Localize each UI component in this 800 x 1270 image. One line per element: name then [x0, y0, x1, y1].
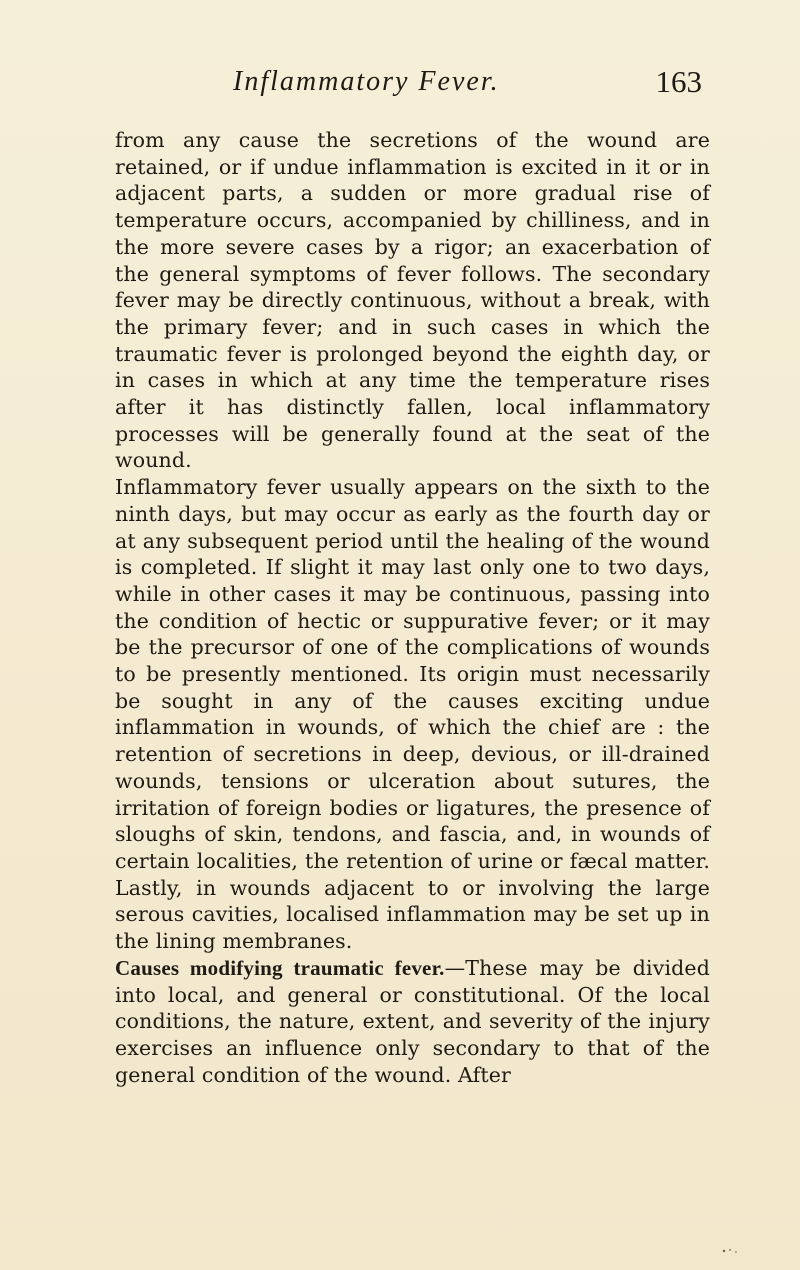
body-text	[115, 127, 710, 1088]
page-number: 163	[655, 64, 702, 99]
paragraph-3	[115, 955, 710, 1089]
paper-specks-decoration	[718, 1246, 742, 1256]
paragraph-2: Inflammatory fever usually appears on the sixth to the ninth days, but may occur as early as the fourth day or at any subsequent period until the healing of the wound is completed. If slight it may last only one to two days, while in other cases it may be continuous, passing into the condition of hectic or suppurative fever; or it may be the precursor of one of the complications of wounds to be presently mentioned. Its origin must necessarily be sought in any of the causes exciting undue inflammation in wounds, of which the chief are : the retention of secretions in deep, devious, or ill-drained wounds, tensions or ulceration about sutures, the irritation of foreign bodies or ligatures, the presence of sloughs of skin, tendons, and fascia, and, in wounds of certain localities, the retention of urine or fæcal matter. Lastly, in wounds adjacent to or involving the large serous cavities, localised inflammation may be set up in the lining membranes.	[115, 475, 710, 954]
running-title: Inflammatory Fever.	[233, 66, 500, 97]
section-heading: Causes modifying traumatic fever.	[115, 955, 445, 980]
paragraph-1: from any cause the secretions of the wound are retained, or if undue inflammation is excited in it or in adjacent parts, a sudden or more gradual rise of temperature occurs, accompanied by chilliness, and in the more severe cases by a rigor; an exacerbation of the general symptoms of fever follows. The secondary fever may be directly continuous, without a break, with the primary fever; and in such cases in which the traumatic fever is prolonged beyond the eighth day, or in cases in which at any time the temperature rises after it has distinctly fallen, local inflammatory processes will be generally found at the seat of the wound.	[115, 128, 710, 473]
paragraph-3-text: —These may be divided into local, and general or constitutional. Of the local conditions, the nature, extent, and severity of the injury exercises an influence only secondary to that of the general condition of the wound. After	[115, 955, 710, 1087]
page-header	[120, 60, 720, 104]
